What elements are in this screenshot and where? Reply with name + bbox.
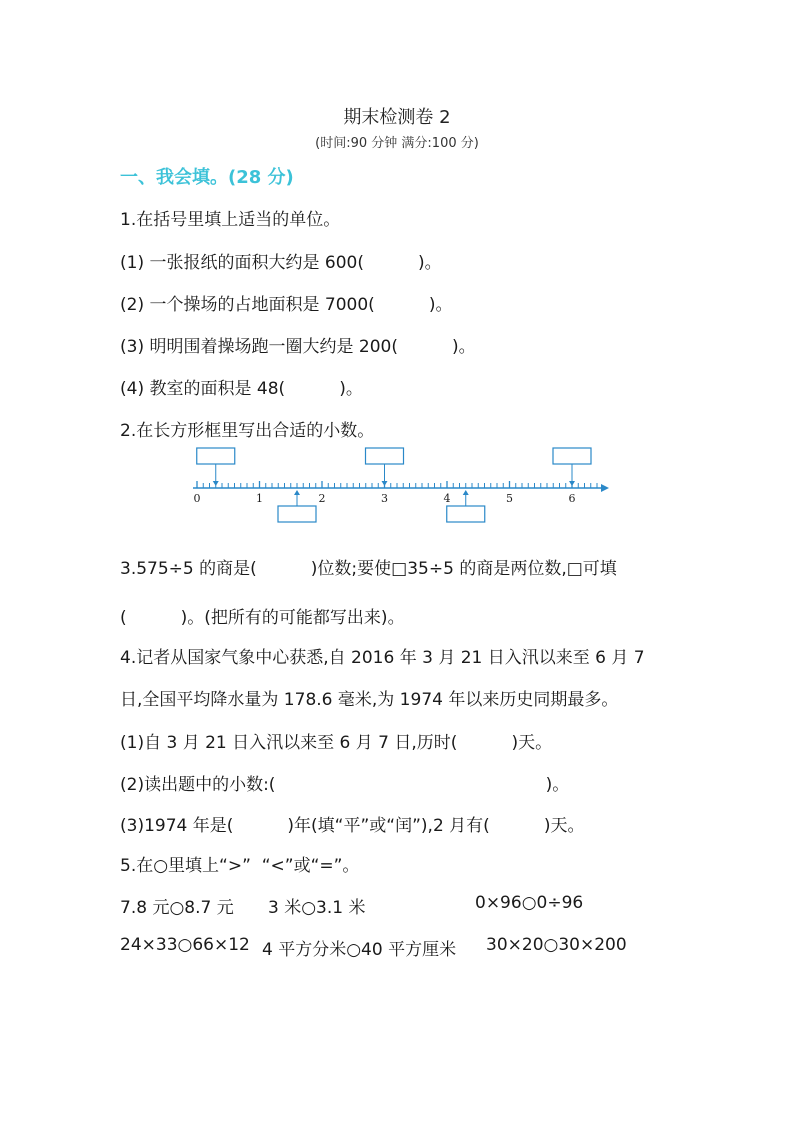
tick-label: 6 <box>568 492 576 505</box>
q4-sub-2: (2)读出题中的小数:( )。 <box>120 775 570 795</box>
q3-line-1: 3.575÷5 的商是( )位数;要使□35÷5 的商是两位数,□可填 <box>120 559 617 579</box>
pointer-arrow <box>569 481 575 486</box>
q5-row2-item-3: 30×20○30×200 <box>486 935 627 955</box>
section-heading: 一、我会填。(28 分) <box>120 167 294 188</box>
q4-sub-3: (3)1974 年是( )年(填“平”或“闰”),2 月有( )天。 <box>120 816 585 836</box>
number-line-labels <box>194 492 576 505</box>
answer-box-below <box>447 506 485 522</box>
answer-box-above <box>553 448 591 464</box>
tick-label: 2 <box>318 492 326 505</box>
q1-item-4: (4) 教室的面积是 48( )。 <box>120 379 363 399</box>
q5-row1-item-1: 7.8 元○8.7 元 <box>120 898 234 918</box>
q1-item-2: (2) 一个操场的占地面积是 7000( )。 <box>120 295 453 315</box>
tick-label: 4 <box>443 492 451 505</box>
q4-line-1: 4.记者从国家气象中心获悉,自 2016 年 3 月 21 日入汛以来至 6 月 7 <box>120 648 645 668</box>
q5-row1-item-2: 3 米○3.1 米 <box>268 898 366 918</box>
q5-row1-item-3: 0×96○0÷96 <box>475 893 584 913</box>
number-line-arrowhead <box>601 484 609 492</box>
pointer-arrow <box>382 481 388 486</box>
tick-label: 5 <box>506 492 513 505</box>
number-line-answer-boxes <box>197 448 591 522</box>
pointer-arrow <box>294 490 300 495</box>
q3-line-2: ( )。(把所有的可能都写出来)。 <box>120 608 405 628</box>
q1-prompt: 1.在括号里填上适当的单位。 <box>120 210 341 230</box>
pointer-arrow <box>463 490 469 495</box>
tick-label: 0 <box>193 492 201 505</box>
q4-line-2: 日,全国平均降水量为 178.6 毫米,为 1974 年以来历史同期最多。 <box>120 690 619 710</box>
number-line-figure <box>185 440 615 530</box>
tick-label: 1 <box>256 492 263 505</box>
answer-box-above <box>366 448 404 464</box>
answer-box-below <box>278 506 316 522</box>
tick-label: 3 <box>381 492 388 505</box>
q1-item-3: (3) 明明围着操场跑一圈大约是 200( )。 <box>120 337 476 357</box>
q2-prompt: 2.在长方形框里写出合适的小数。 <box>120 421 375 441</box>
pointer-arrow <box>213 481 219 486</box>
number-line-ticks <box>197 481 597 488</box>
q4-sub-1: (1)自 3 月 21 日入汛以来至 6 月 7 日,历时( )天。 <box>120 733 553 753</box>
page-title: 期末检测卷 2 <box>343 107 451 128</box>
q5-row2-item-1: 24×33○66×12 <box>120 935 250 955</box>
q5-prompt: 5.在○里填上“>” “<”或“=”。 <box>120 856 360 876</box>
q1-item-1: (1) 一张报纸的面积大约是 600( )。 <box>120 253 442 273</box>
page-subtitle: (时间:90 分钟 满分:100 分) <box>315 136 479 151</box>
answer-box-above <box>197 448 235 464</box>
q5-row2-item-2: 4 平方分米○40 平方厘米 <box>262 940 457 960</box>
number-line-svg <box>185 440 615 530</box>
